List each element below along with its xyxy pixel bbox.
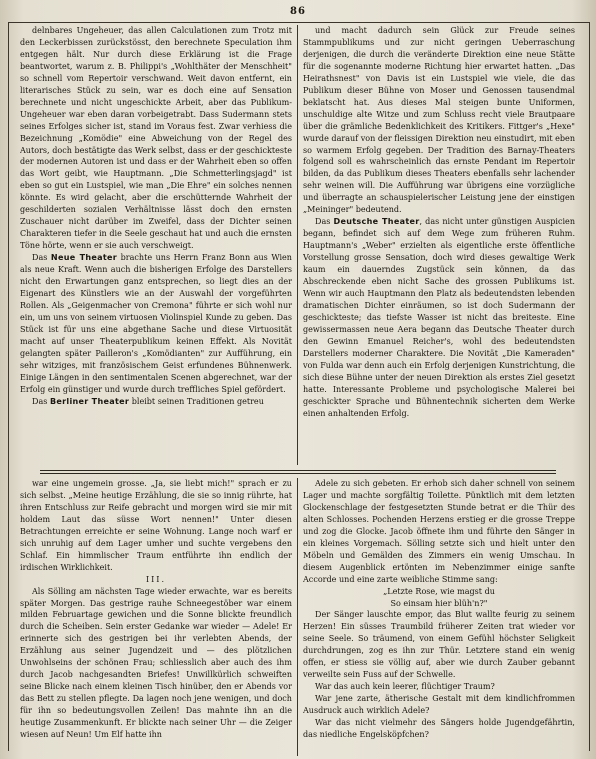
upper-column-divider [297,25,298,465]
upper-right-column [303,25,575,463]
paragraph: und macht dadurch sein Glück zur Freude seines Stammpublikums und zur nicht geringen Ueberraschung derjenigen, die durch die veränderte Direktion eine neue Stätte für die sogenannte moderne Richtung hier erwartet hatten. „Das Heirathsnest" von Davis ist ein Lustspiel wie viele, die das Publikum dieser Bühne von Moser und Genossen tausendmal beklatscht hat. Aus dieses Mal steigen bunte Uniformen, unschuldige alte Witze und zum Schluss recht viele Brautpaare über die grämliche Bedenklichkeit des Kritikers. Fittger's „Hexe" wurde darauf von der fleissigen Direktion neu einstudirt, mit eben so warmem Erfolg gegeben. Der Tradition des Barnay-Theaters folgend soll es wahrscheinlich das ernste Pendant im Repertoir bilden, da das Publikum dieses Theaters ebenfalls sehr lachender sehr weinen will. Die Aufführung war übrigens eine vorzügliche und überragte an schauspielerischer Leistung jene der einstigen „Meininger" bedeutend. [303,26,575,215]
paragraph: War jene zarte, ätherische Gestalt mit dem kindlichfrommen Ausdruck auch wirklich Adele? [303,694,575,716]
lower-left-column [20,478,292,756]
paragraph: delnbares Ungeheuer, das allen Calculationen zum Trotz mit den Leckerbissen zurückstösst, den berechnete Speculation ihm entgegen hält. Nur durch diese Erklärung ist die Frage beantwortet, warum z. B. Philippi's „Wohlthäter der Menschheit" so schnell vom Repertoir verschwand. Weit davon entfernt, ein literarisches Stück zu sein, war es doch eine auf Sensation berechnete und nicht ungeschickte Arbeit, aber das Publikum-Ungeheuer war eben daran vorbeigetrabt. Dass Sudermann stets seines Erfolges sicher ist, stand im Voraus fest. Zwar verhiess die Bezeichnung „Komödie" eine Abweichung von der Regel des Autors, doch bestätigte das Werk selbst, dass er der geschickteste der modernen Autoren ist und dass er der Wahrheit eben so offen das Wort geibt, wie Hauptmann. „Die Schmetterlingsjagd" ist eben so gut ein Lustspiel, wie man „Die Ehre" ein solches nennen könnte. Es wird gelacht, aber die erschütternde Wahrheit der geschilderten sozialen Verhältnisse lässt doch den ernsten Zuschauer nicht darüber im Zweifel, dass der Dichter seinen Charakteren tiefer in die Seele geschaut hat und auch die ernsten Töne hörte, wenn er sie auch verschweigt. [20,26,292,251]
lower-right-column [303,478,575,756]
verse-line: „Letzte Rose, wie magst du [383,586,495,596]
paragraph: Adele zu sich gebeten. Er erhob sich daher schnell von seinem Lager und machte sorgfältig Toilette. Pünktlich mit dem letzten Glockenschlage der festgesetzten Stunde betrat er die Thür des alten Schlosses. Pochenden Herzens erstieg er die grosse Treppe und zog die Glocke. Jacob öffnete ihm und führte den Sänger in ein kleines Vorgemach. Sölling setzte sich und hielt unter den Möbeln und Gemälden des Zimmers ein wenig Umschau. In diesem Augenblick ertönten im Nebenzimmer einige sanfte Accorde und eine zarte weibliche Stimme sang: [303,479,575,584]
paragraph: Als Sölling am nächsten Tage wieder erwachte, war es bereits später Morgen. Das gestrige rauhe Schneegestöber war einem milden Februartage gewichen und die Sonne blickte freundlich durch die Scheiben. Sein erster Gedanke war wieder — Adele! Er erinnerte sich des gestrigen bei ihr verlebten Abends, der Erzählung aus seiner Jugendzeit und — des plötzlichen Unwohlseins der schönen Frau; schliesslich aber auch des ihm durch Jacob nachgesandten Briefes! Unwillkürlich schweiften seine Blicke nach einem kleinen Tisch hinüber, den er Abends vor das Bett zu stellen pflegte. Da lagen noch jene wenigen, und doch für ihn so bedeutungsvollen Zeilen! Das mahnte ihn an die heutige Zusammenkunft. Er blickte nach seiner Uhr — die Zeiger wiesen auf Neun! Um Elf hatte ihn [20,586,292,740]
section-divider [40,470,556,471]
page-number: 86 [290,6,306,17]
paragraph: Der Sänger lauschte empor, das Blut wallte feurig zu seinem Herzen! Ein süsses Traumbild früherer Zeiten trat wieder vor seine Seele. So träumend, von einem Gefühl höchster Seligkeit durchdrungen, zog es ihn zur Thür. Letztere stand ein wenig offen, er stiess sie völlig auf, aber wie durch Zauber gebannt verweilte sein Fuss auf der Schwelle. [303,610,575,680]
lower-column-divider [297,478,298,756]
upper-left-column [20,25,292,463]
paragraph: Das Neue Theater brachte uns Herrn Franz Bonn aus Wien als neue Kraft. Wenn auch die bisherigen Erfolge des Darstellers nicht den Erwartungen ganz entsprechen, so liegt dies an der Eigenart des Künstlers wie an der Auswahl der vorgeführten Rollen. Als „Geigenmacher von Cremona" führte er sich wohl nur ein, um uns von seinem virtuosen Violinspiel Kunde zu geben. Das Stück ist für uns eine abgethane Sache und diese Virtuosität macht auf unser Theaterpublikum keinen Effekt. Als Novität gelangten später Pailleron's „Komödianten" zur Aufführung, ein sehr witziges, mit französischem Geist erfundenes Bühnenwerk. Einige Längen in den sentimentalen Scenen abgerechnet, war der Erfolg ein günstiger und wurde durch treffliches Spiel gefördert. [20,253,292,394]
left-border [8,22,9,751]
paragraph: War das auch kein leerer, flüchtiger Traum? [315,682,495,692]
paragraph: Das Berliner Theater bleibt seinen Traditionen getreu [32,396,264,406]
paragraph: Das Deutsche Theater, das nicht unter günstigen Auspicien begann, befindet sich auf dem Wege zum früheren Ruhm. Hauptmann's „Weber" erzielten als eigentliche erste öffentliche Vorstellung grosse Sensation, doch wird dieses gewaltige Werk kaum ein dauerndes Zugstück sein können, da das Abschreckende eben nicht Sache des grossen Publikums ist. Wenn wir auch Hauptmann den Platz als bedeutendsten lebenden dramatischen Dichter einräumen, so ist doch Sudermann der geschickteste; das tiefste Wasser ist nicht das breiteste. Eine gewissermassen neue Aera begann das Deutsche Theater durch den Gewinn Emanuel Reicher's, wohl des bedeutendsten Darstellers moderner Charaktere. Die Novität „Die Kameraden" von Fulda war denn auch ein Erfolg derjenigen Kunstrichtung, die sich diese Bühne unter der neuen Direktion als erstes Ziel gesetzt hatte. Interessante Probleme und psychologische Malerei bei geschickter Sprache und Bühnentechnik sicherten dem Werke einen anhaltenden Erfolg. [303,217,575,418]
verse-line: So einsam hier blüh'n?" [390,598,488,608]
top-rule [8,22,590,23]
right-border [589,22,590,751]
section-heading: III. [145,574,167,584]
paragraph: War das nicht vielmehr des Sängers holde Jugendgefährtin, das niedliche Engelsköpfchen? [303,718,575,740]
theatre-name: Deutsche Theater [333,217,420,227]
theatre-name: Berliner Theater [49,396,130,406]
section-divider-second [40,473,556,474]
paragraph: war eine ungemein grosse. „Ja, sie liebt mich!" sprach er zu sich selbst. „Meine heutige Erzählung, die sie so innig rührte, hat ihren Entschluss zur Reife gebracht und morgen wird sie mir mit holdem Laut das süsse Wort nennen!" Unter diesen Betrachtungen erreichte er seine Wohnung. Lange noch warf er sich unruhig auf dem Lager umher und suchte vergebens den Schlaf. Ein himmlischer Traum entführte ihn endlich der irdischen Wirklichkeit. [20,479,292,572]
theatre-name: Neue Theater [50,253,118,263]
